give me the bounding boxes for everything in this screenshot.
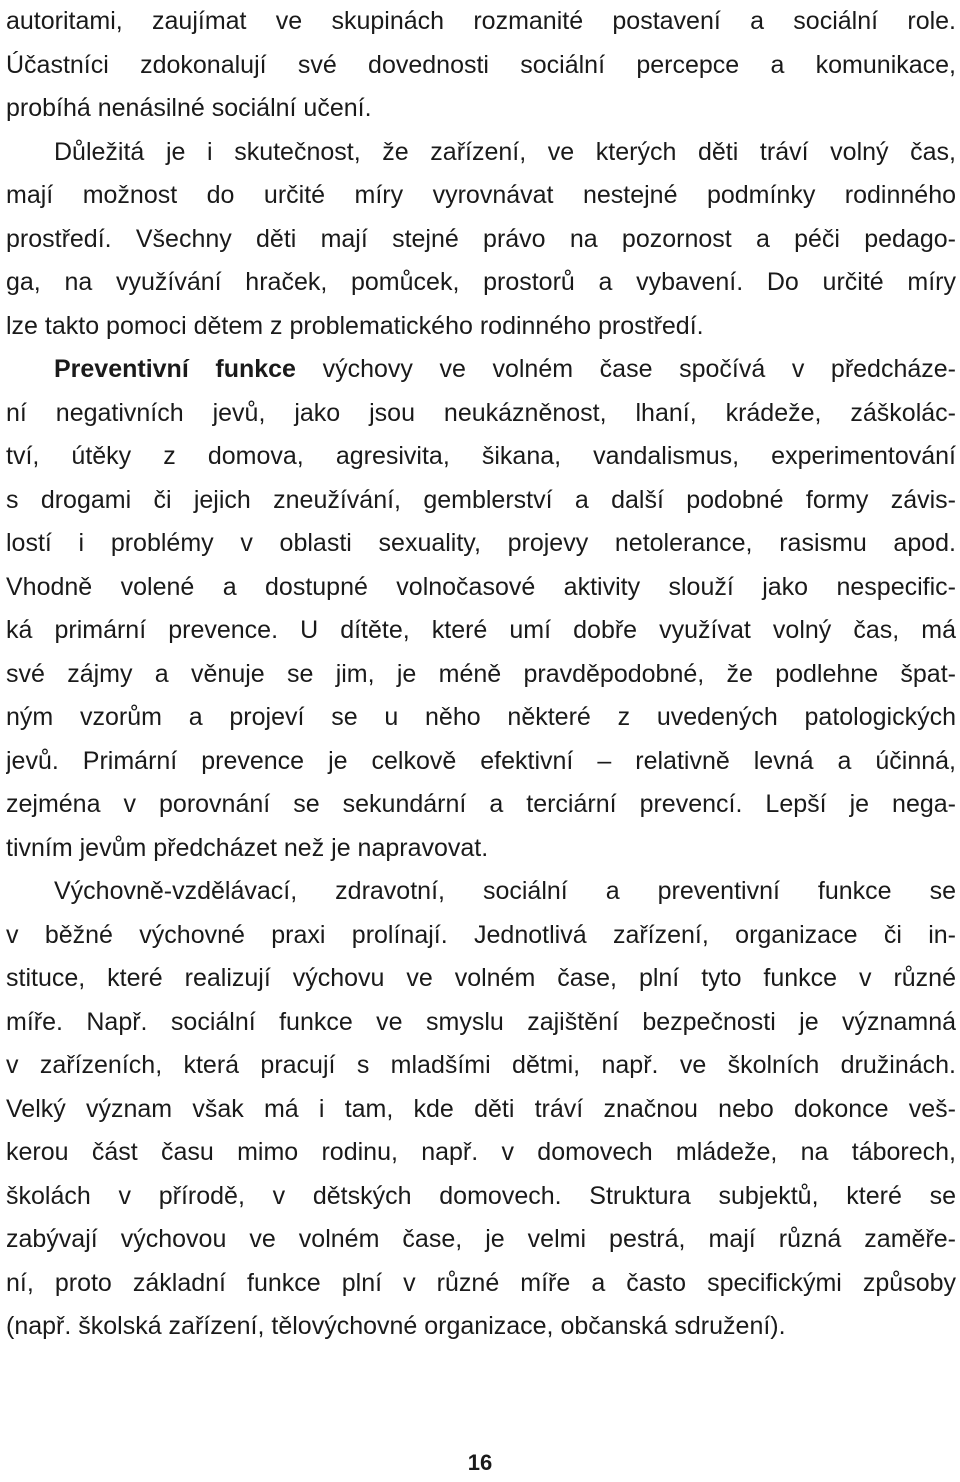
text-line: míře. Např. sociální funkce ve smyslu zajištění bezpečnosti je významná: [6, 1007, 956, 1036]
text-line: mají možnost do určité míry vyrovnávat nestejné podmínky rodinného: [6, 181, 956, 209]
text-line: ká primární prevence. U dítěte, které umí dobře využívat volný čas, má: [6, 616, 956, 644]
bold-term: Preventivní funkce: [54, 355, 296, 383]
text-line: zabývají výchovou ve volném čase, je velmi pestrá, mají různá zaměře-: [6, 1225, 956, 1253]
text-line: tivním jevům předcházet než je napravovat.: [6, 833, 489, 862]
text-line: tví, útěky z domova, agresivita, šikana, vandalismus, experimentování: [6, 442, 956, 470]
text-line: Velký význam však má i tam, kde děti tráví značnou nebo dokonce veš-: [6, 1094, 956, 1123]
text-line: ga, na využívání hraček, pomůcek, prostorů a vybavení. Do určité míry: [6, 268, 956, 296]
text-line: lostí i problémy v oblasti sexuality, projevy netolerance, rasismu apod.: [6, 529, 956, 557]
text-line: lze takto pomoci dětem z problematického rodinného prostředí.: [6, 311, 704, 340]
text-line: s drogami či jejich zneužívání, gemblerství a další podobné formy závis-: [6, 485, 956, 514]
text-line: své zájmy a věnuje se jim, je méně pravděpodobné, že podlehne špat-: [6, 659, 956, 688]
text-line: autoritami, zaujímat ve skupinách rozmanité postavení a sociální role.: [6, 7, 956, 35]
page-text: [6, 0, 956, 1349]
text-line: v běžné výchovné praxi prolínají. Jednotlivá zařízení, organizace či in-: [6, 920, 956, 949]
page-number: 16: [467, 1450, 493, 1475]
text-line-with-bold-term: [6, 348, 956, 392]
text-line: ným vzorům a projeví se u něho některé z uvedených patologických: [6, 703, 956, 731]
text-line: (např. školská zařízení, tělovýchovné organizace, občanská sdružení).: [6, 1312, 786, 1340]
text-line: probíhá nenásilné sociální učení.: [6, 94, 372, 122]
text-line: zejména v porovnání se sekundární a terciární prevencí. Lepší je nega-: [6, 790, 956, 818]
text-line: Vhodně volené a dostupné volnočasové aktivity slouží jako nespecific-: [6, 572, 956, 601]
text-line-rest: výchovy ve volném čase spočívá v předcháze-: [295, 355, 956, 383]
text-line: Účastníci zdokonalují své dovednosti sociální percepce a komunikace,: [6, 50, 956, 79]
text-line: prostředí. Všechny děti mají stejné právo na pozornost a péči pedago-: [6, 224, 956, 253]
text-line: stituce, které realizují výchovu ve volném čase, plní tyto funkce v různé: [6, 964, 956, 992]
text-line: jevů. Primární prevence je celkově efektivní – relativně levná a účinná,: [6, 746, 956, 775]
text-line: kerou část času mimo rodinu, např. v domovech mládeže, na táborech,: [6, 1138, 956, 1166]
text-line: ní negativních jevů, jako jsou neukázněnost, lhaní, krádeže, záškolác-: [6, 398, 956, 427]
text-line: Výchovně-vzdělávací, zdravotní, sociální a preventivní funkce se: [54, 877, 956, 905]
text-line: školách v přírodě, v dětských domovech. Struktura subjektů, které se: [6, 1181, 956, 1210]
text-line: Důležitá je i skutečnost, že zařízení, ve kterých děti tráví volný čas,: [54, 137, 956, 166]
text-line: v zařízeních, která pracují s mladšími dětmi, např. ve školních družinách.: [6, 1051, 956, 1079]
text-line: ní, proto základní funkce plní v různé míře a často specifickými způsoby: [6, 1268, 956, 1297]
